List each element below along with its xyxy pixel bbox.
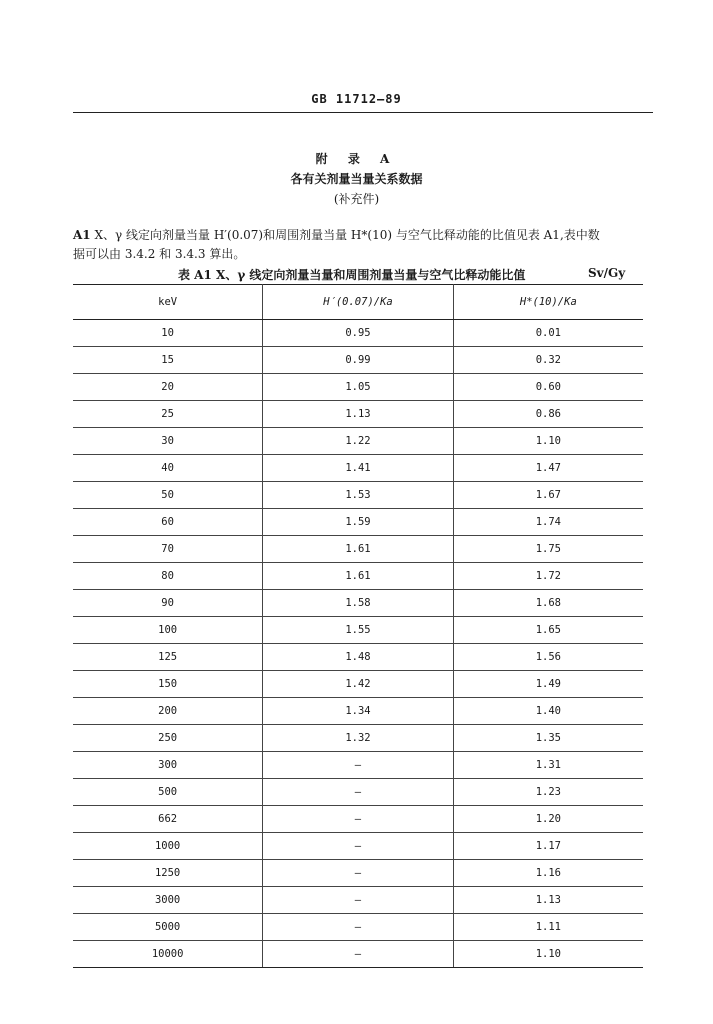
cell-ambient-ratio: 1.47 xyxy=(453,455,643,482)
cell-ambient-ratio: 0.32 xyxy=(453,347,643,374)
cell-ambient-ratio: 1.23 xyxy=(453,779,643,806)
table-row xyxy=(73,590,643,617)
cell-ambient-ratio: 1.75 xyxy=(453,536,643,563)
cell-energy: 80 xyxy=(73,563,263,590)
cell-directional-ratio: — xyxy=(263,833,453,860)
table-row xyxy=(73,347,643,374)
intro-paragraph xyxy=(73,226,656,264)
cell-energy: 500 xyxy=(73,779,263,806)
table-caption: 表 A1 X、γ 线定向剂量当量和周围剂量当量与空气比释动能比值 xyxy=(178,268,526,282)
table-row xyxy=(73,914,643,941)
standard-number-header: GB 11712—89 xyxy=(311,92,402,106)
cell-directional-ratio: — xyxy=(263,779,453,806)
cell-energy: 1000 xyxy=(73,833,263,860)
table-header xyxy=(73,285,643,320)
table-row xyxy=(73,833,643,860)
appendix-note: (补充件) xyxy=(333,192,380,206)
cell-directional-ratio: 0.99 xyxy=(263,347,453,374)
cell-ambient-ratio: 1.10 xyxy=(453,428,643,455)
table-row xyxy=(73,671,643,698)
cell-ambient-ratio: 1.56 xyxy=(453,644,643,671)
intro-line-1 xyxy=(73,226,656,245)
table-row xyxy=(73,725,643,752)
cell-directional-ratio: 1.61 xyxy=(263,563,453,590)
column-header-energy: keV xyxy=(73,285,263,320)
cell-directional-ratio: 1.61 xyxy=(263,536,453,563)
column-header-ambient: H*(10)/Ka xyxy=(453,285,643,320)
table-row xyxy=(73,617,643,644)
appendix-subtitle: 各有关剂量当量关系数据 xyxy=(290,172,423,186)
table-row xyxy=(73,698,643,725)
cell-energy: 10 xyxy=(73,320,263,347)
cell-energy: 30 xyxy=(73,428,263,455)
cell-ambient-ratio: 0.60 xyxy=(453,374,643,401)
cell-ambient-ratio: 1.40 xyxy=(453,698,643,725)
cell-energy: 25 xyxy=(73,401,263,428)
cell-directional-ratio: 1.48 xyxy=(263,644,453,671)
cell-directional-ratio: — xyxy=(263,752,453,779)
intro-line-2: 据可以由 3.4.2 和 3.4.3 算出。 xyxy=(73,247,246,261)
table-row xyxy=(73,941,643,968)
cell-energy: 125 xyxy=(73,644,263,671)
cell-directional-ratio: 1.41 xyxy=(263,455,453,482)
cell-energy: 10000 xyxy=(73,941,263,968)
cell-ambient-ratio: 1.49 xyxy=(453,671,643,698)
cell-ambient-ratio: 1.74 xyxy=(453,509,643,536)
cell-ambient-ratio: 1.17 xyxy=(453,833,643,860)
cell-energy: 200 xyxy=(73,698,263,725)
table-row xyxy=(73,779,643,806)
ratio-table xyxy=(73,284,643,968)
cell-energy: 40 xyxy=(73,455,263,482)
clause-number: A1 xyxy=(73,228,91,242)
cell-energy: 15 xyxy=(73,347,263,374)
table-row xyxy=(73,887,643,914)
cell-ambient-ratio: 1.31 xyxy=(453,752,643,779)
cell-ambient-ratio: 1.65 xyxy=(453,617,643,644)
header-rule xyxy=(73,112,653,113)
cell-energy: 3000 xyxy=(73,887,263,914)
cell-directional-ratio: — xyxy=(263,860,453,887)
cell-ambient-ratio: 1.35 xyxy=(453,725,643,752)
appendix-title: 附 录 A xyxy=(315,152,398,166)
cell-directional-ratio: 1.58 xyxy=(263,590,453,617)
cell-ambient-ratio: 0.86 xyxy=(453,401,643,428)
table-row xyxy=(73,482,643,509)
table-row xyxy=(73,320,643,347)
table-row xyxy=(73,374,643,401)
cell-ambient-ratio: 0.01 xyxy=(453,320,643,347)
column-header-directional: H′(0.07)/Ka xyxy=(263,285,453,320)
cell-directional-ratio: 1.05 xyxy=(263,374,453,401)
cell-directional-ratio: 1.22 xyxy=(263,428,453,455)
cell-energy: 662 xyxy=(73,806,263,833)
cell-ambient-ratio: 1.11 xyxy=(453,914,643,941)
table-row xyxy=(73,752,643,779)
cell-directional-ratio: 1.32 xyxy=(263,725,453,752)
cell-energy: 20 xyxy=(73,374,263,401)
cell-energy: 50 xyxy=(73,482,263,509)
cell-ambient-ratio: 1.67 xyxy=(453,482,643,509)
cell-directional-ratio: — xyxy=(263,887,453,914)
intro-text-1: X、γ 线定向剂量当量 H′(0.07)和周围剂量当量 H*(10) 与空气比释动能的比值见表 A1,表中数 xyxy=(90,228,600,242)
cell-ambient-ratio: 1.20 xyxy=(453,806,643,833)
cell-energy: 70 xyxy=(73,536,263,563)
cell-directional-ratio: 1.13 xyxy=(263,401,453,428)
cell-energy: 5000 xyxy=(73,914,263,941)
cell-directional-ratio: — xyxy=(263,941,453,968)
table-row xyxy=(73,401,643,428)
cell-directional-ratio: — xyxy=(263,806,453,833)
cell-energy: 1250 xyxy=(73,860,263,887)
table-unit: Sv/Gy xyxy=(588,266,626,280)
cell-energy: 300 xyxy=(73,752,263,779)
cell-directional-ratio: 1.55 xyxy=(263,617,453,644)
cell-energy: 150 xyxy=(73,671,263,698)
cell-ambient-ratio: 1.72 xyxy=(453,563,643,590)
cell-ambient-ratio: 1.68 xyxy=(453,590,643,617)
cell-ambient-ratio: 1.16 xyxy=(453,860,643,887)
table-row xyxy=(73,536,643,563)
cell-energy: 250 xyxy=(73,725,263,752)
table-row xyxy=(73,455,643,482)
table-row xyxy=(73,428,643,455)
table-header-row xyxy=(73,285,643,320)
table-body xyxy=(73,320,643,968)
table-row xyxy=(73,860,643,887)
table-row xyxy=(73,644,643,671)
cell-directional-ratio: 1.59 xyxy=(263,509,453,536)
cell-directional-ratio: 0.95 xyxy=(263,320,453,347)
table-row xyxy=(73,509,643,536)
cell-directional-ratio: 1.42 xyxy=(263,671,453,698)
cell-energy: 60 xyxy=(73,509,263,536)
cell-directional-ratio: — xyxy=(263,914,453,941)
cell-directional-ratio: 1.34 xyxy=(263,698,453,725)
cell-energy: 100 xyxy=(73,617,263,644)
cell-energy: 90 xyxy=(73,590,263,617)
cell-ambient-ratio: 1.13 xyxy=(453,887,643,914)
cell-directional-ratio: 1.53 xyxy=(263,482,453,509)
table-row xyxy=(73,563,643,590)
cell-ambient-ratio: 1.10 xyxy=(453,941,643,968)
table-row xyxy=(73,806,643,833)
